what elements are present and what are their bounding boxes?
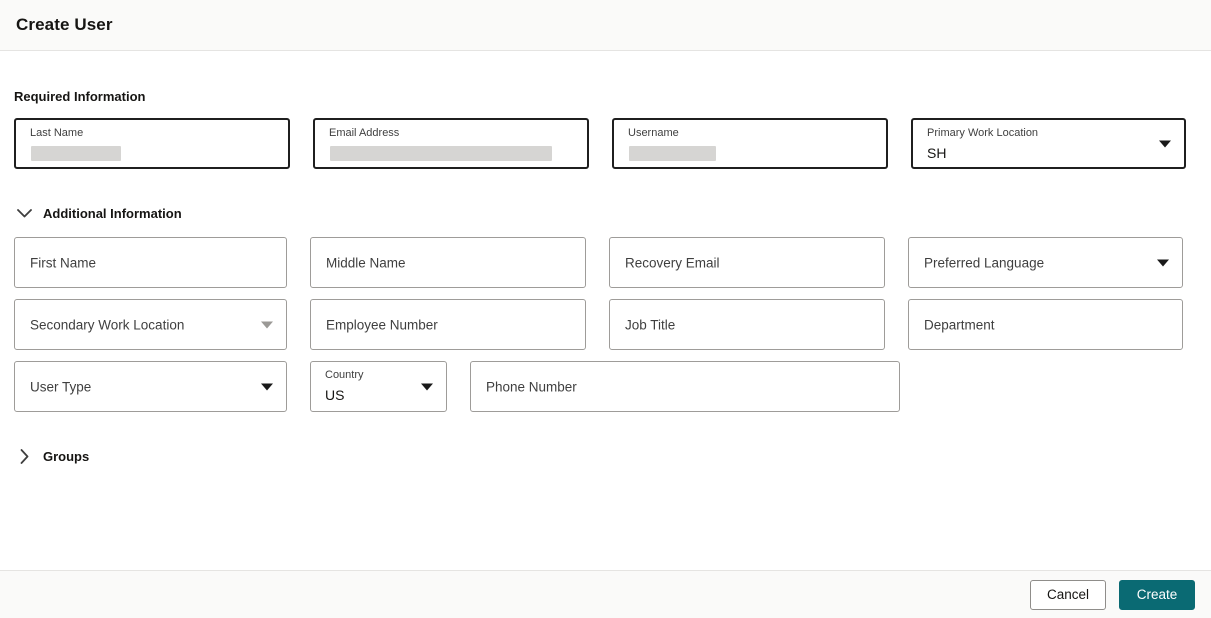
additional-fields-row-1 [14, 237, 1197, 288]
recovery-email-field[interactable] [609, 237, 885, 288]
last-name-field[interactable] [14, 118, 290, 169]
username-masked-value [629, 146, 716, 161]
chevron-down-icon[interactable] [261, 321, 273, 328]
username-label: Username [628, 127, 679, 139]
chevron-down-icon[interactable] [1157, 259, 1169, 266]
username-field[interactable] [612, 118, 888, 169]
additional-information-toggle[interactable] [14, 203, 182, 223]
job-title-field[interactable] [609, 299, 885, 350]
last-name-label: Last Name [30, 127, 84, 139]
additional-fields-row-2 [14, 299, 1197, 350]
create-user-form [0, 51, 1211, 570]
recovery-email-label: Recovery Email [625, 255, 720, 270]
email-address-field[interactable] [313, 118, 589, 169]
first-name-label: First Name [30, 255, 97, 270]
middle-name-label: Middle Name [326, 255, 406, 270]
first-name-field[interactable] [14, 237, 287, 288]
chevron-down-icon[interactable] [261, 383, 273, 390]
primary-work-location-select[interactable] [911, 118, 1186, 169]
primary-work-location-label: Primary Work Location [927, 127, 1039, 139]
dialog-titlebar [0, 0, 1211, 51]
preferred-language-label: Preferred Language [924, 255, 1045, 270]
required-information-heading: Required Information [14, 89, 146, 104]
required-fields-row [14, 118, 1197, 169]
employee-number-label: Employee Number [326, 317, 438, 332]
middle-name-field[interactable] [310, 237, 586, 288]
secondary-work-location-select[interactable] [14, 299, 287, 350]
phone-number-field[interactable] [470, 361, 900, 412]
groups-toggle[interactable] [14, 446, 89, 466]
country-select[interactable] [310, 361, 447, 412]
country-value: US [325, 387, 345, 403]
email-address-masked-value [330, 146, 552, 161]
country-label: Country [325, 369, 364, 381]
dialog-footer [0, 570, 1211, 618]
groups-heading: Groups [43, 448, 90, 464]
cancel-button[interactable]: Cancel [1030, 580, 1106, 610]
employee-number-field[interactable] [310, 299, 586, 350]
department-label: Department [924, 317, 995, 332]
phone-number-label: Phone Number [486, 379, 577, 394]
primary-work-location-value: SH [927, 145, 947, 161]
preferred-language-select[interactable] [908, 237, 1183, 288]
additional-fields-row-3 [14, 361, 1197, 412]
chevron-right-icon [14, 446, 34, 466]
email-address-label: Email Address [329, 127, 400, 139]
chevron-down-icon[interactable] [421, 383, 433, 390]
user-type-select[interactable] [14, 361, 287, 412]
additional-information-heading: Additional Information [43, 205, 182, 221]
page-title: Create User [16, 15, 113, 34]
job-title-label: Job Title [625, 317, 676, 332]
chevron-down-icon [14, 203, 34, 223]
chevron-down-icon[interactable] [1159, 140, 1171, 147]
user-type-label: User Type [30, 379, 92, 394]
department-field[interactable] [908, 299, 1183, 350]
create-button[interactable]: Create [1119, 580, 1195, 610]
last-name-masked-value [31, 146, 121, 161]
secondary-work-location-label: Secondary Work Location [30, 317, 185, 332]
